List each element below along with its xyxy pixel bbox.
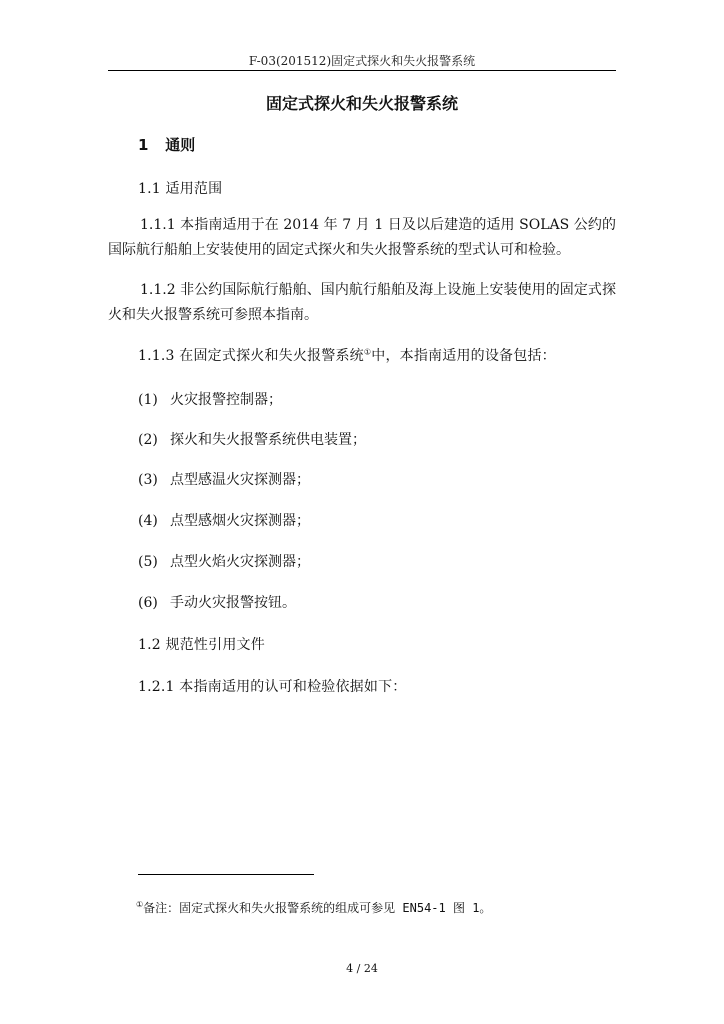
list-item-number: (2) [138, 432, 158, 448]
list-item-number: (3) [138, 472, 158, 488]
paragraph-1-1-1: 1.1.1 本指南适用于在 2014 年 7 月 1 日及以后建造的适用 SOLAS 公约的国际航行船舶上安装使用的固定式探火和失火报警系统的型式认可和检验。 [108, 217, 616, 258]
list-item-number: (5) [138, 554, 158, 570]
list-item [138, 389, 282, 409]
list-item [138, 592, 296, 612]
footnote-mark: ① [136, 900, 144, 909]
list-item-text: 点型火焰火灾探测器； [170, 554, 310, 570]
list-item [138, 551, 310, 571]
list-item-text: 点型感温火灾探测器； [170, 472, 310, 488]
paragraph-1-1-3-before: 1.1.3 在固定式探火和失火报警系统 [138, 348, 364, 364]
list-item [138, 510, 310, 530]
subsection-1-2: 1.2 规范性引用文件 [138, 637, 265, 653]
list-item-number: (1) [138, 392, 158, 408]
list-item-number: (4) [138, 513, 158, 529]
paragraph-1-1-2: 1.1.2 非公约国际航行船舶、国内航行船舶及海上设施上安装使用的固定式探火和失火报警系统可参照本指南。 [108, 282, 616, 323]
paragraph-1-1-3-after: 中，本指南适用的设备包括： [371, 348, 556, 364]
section-label: 通则 [165, 136, 196, 154]
page-number: 4 / 24 [346, 962, 378, 975]
footnote-rule [138, 874, 314, 875]
footnote-reference: ① [363, 347, 372, 357]
footnote-text: 备注：固定式探火和失火报警系统的组成可参见 EN54-1 图 1。 [143, 901, 492, 915]
list-item-text: 探火和失火报警系统供电装置； [170, 432, 366, 448]
footnote [136, 899, 491, 916]
list-item-text: 点型感烟火灾探测器； [170, 513, 310, 529]
document-title: 固定式探火和失火报警系统 [265, 94, 458, 113]
paragraph-1-1-3 [138, 345, 556, 365]
subsection-1-1: 1.1 适用范围 [138, 181, 223, 197]
list-item-text: 火灾报警控制器； [170, 392, 282, 408]
list-item [138, 429, 366, 449]
section-heading [138, 134, 195, 155]
list-item-text: 手动火灾报警按钮。 [170, 595, 296, 611]
page-header: F-03(201512)固定式探火和失火报警系统 [248, 54, 476, 68]
header-rule [108, 70, 616, 71]
section-number: 1 [138, 136, 149, 154]
paragraph-1-2-1: 1.2.1 本指南适用的认可和检验依据如下： [138, 679, 407, 695]
list-item [138, 469, 310, 489]
list-item-number: (6) [138, 595, 158, 611]
